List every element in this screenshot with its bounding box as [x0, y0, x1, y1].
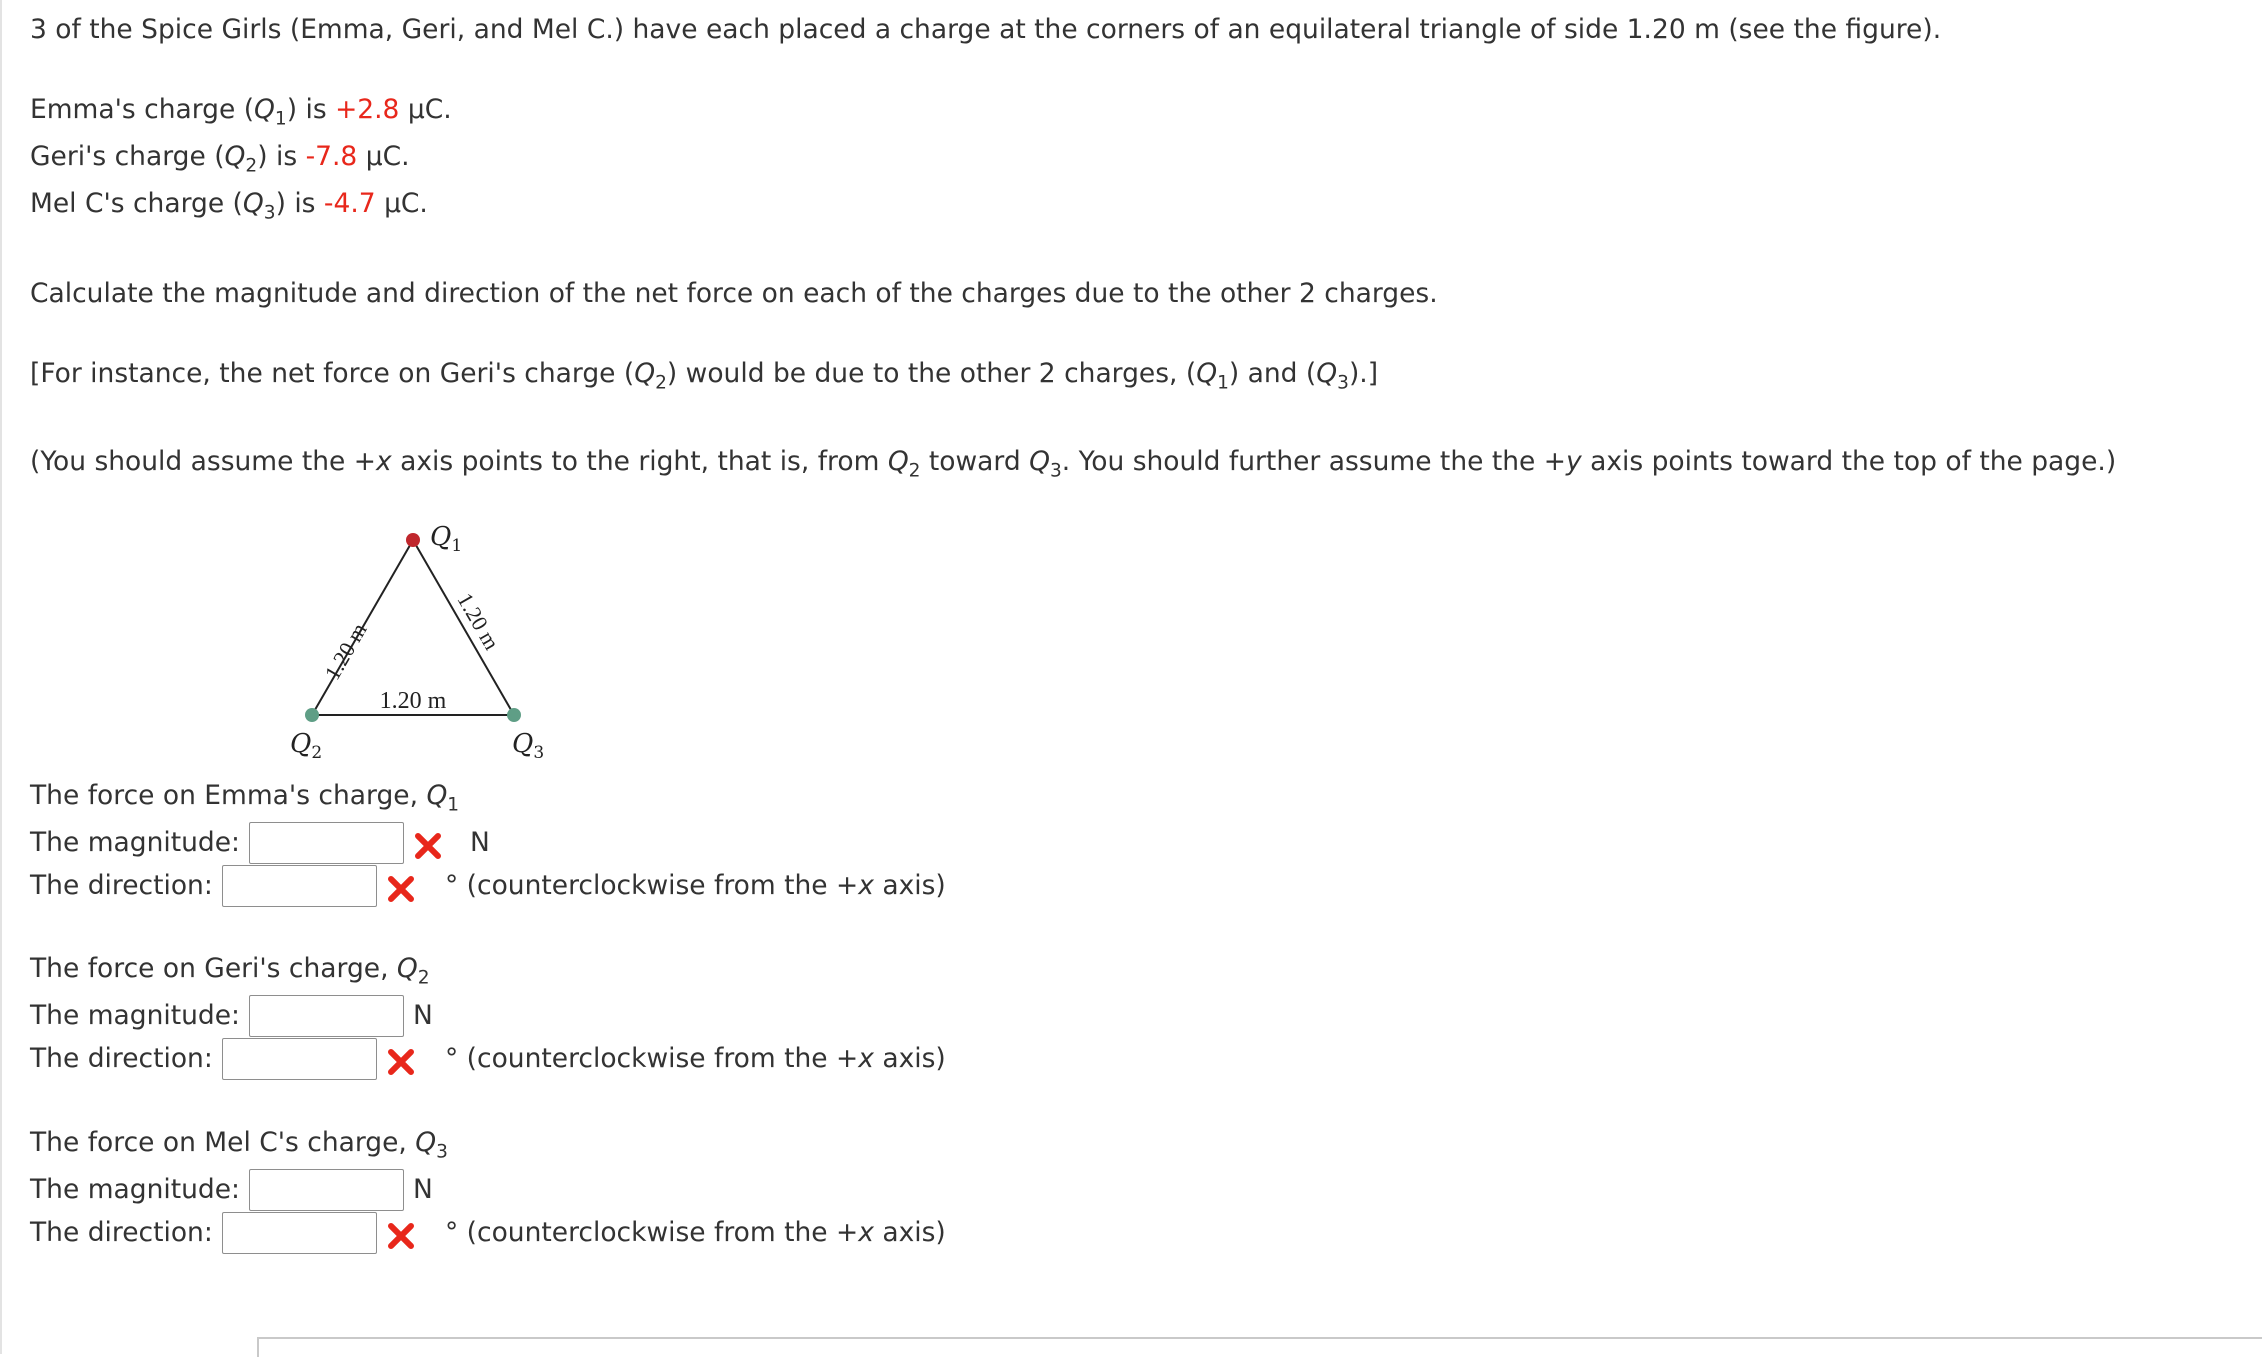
geri-direction-input[interactable] — [222, 1038, 377, 1080]
intro-text: 3 of the Spice Girls (Emma, Geri, and Mel C.) have each placed a charge at the corners of an equilateral triangle of side 1.20 m (see the figure). — [30, 14, 1942, 45]
charge-line-melc: Mel C's charge $(Q_3)$ is -4.7 μC. — [30, 188, 428, 224]
charge-q3-dot — [507, 708, 521, 722]
direction-unit: ° (counterclockwise from the +x axis) — [445, 1217, 946, 1248]
geri-magnitude-input[interactable] — [249, 995, 404, 1037]
charge-q1-dot — [406, 533, 420, 547]
bottom-panel-edge — [257, 1337, 2262, 1357]
magnitude-label: The magnitude: — [30, 1000, 240, 1031]
charge-value: -7.8 — [305, 141, 358, 172]
magnitude-label: The magnitude: — [30, 827, 240, 858]
emma-magnitude-input[interactable] — [249, 822, 404, 864]
magnitude-unit: N — [413, 1174, 433, 1205]
melc-magnitude-input[interactable] — [249, 1169, 404, 1211]
melc-direction-input[interactable] — [222, 1212, 377, 1254]
charge-value: +2.8 — [335, 94, 400, 125]
magnitude-unit: N — [470, 827, 490, 858]
x-mark-icon — [412, 830, 444, 862]
magnitude-label: The magnitude: — [30, 1174, 240, 1205]
x-mark-icon — [385, 1220, 417, 1252]
side-right-label: 1.20 m — [452, 588, 505, 654]
calculate-instruction: Calculate the magnitude and direction of the net force on each of the charges due to the other 2 charges. — [30, 278, 1438, 309]
x-mark-icon — [385, 1046, 417, 1078]
instance-note: [For instance, the net force on Geri's charge $(Q_2)$ would be due to the other 2 charges, $(Q_1)$ and $(Q_3)$.] — [30, 358, 1379, 394]
direction-label: The direction: — [30, 1217, 213, 1248]
q2-label: $Q_2$ — [290, 729, 323, 763]
emma-direction-input[interactable] — [222, 865, 377, 907]
charge-value: -4.7 — [323, 188, 376, 219]
direction-label: The direction: — [30, 1043, 213, 1074]
section-title-geri: The force on Geri's charge, $Q_2$ — [30, 953, 430, 989]
q1-label: $Q_1$ — [430, 522, 463, 556]
section-title-emma: The force on Emma's charge, $Q_1$ — [30, 780, 460, 816]
charge-q2-dot — [305, 708, 319, 722]
axes-note: (You should assume the +x axis points to the right, that is, from $Q_2$ toward $Q_3$. You should further assume the the +y axis points toward the top of the page.) — [30, 446, 2117, 482]
charge-line-emma: Emma's charge $(Q_1)$ is +2.8 μC. — [30, 94, 452, 130]
direction-label: The direction: — [30, 870, 213, 901]
x-mark-icon — [385, 873, 417, 905]
charge-line-geri: Geri's charge $(Q_2)$ is -7.8 μC. — [30, 141, 410, 177]
direction-unit: ° (counterclockwise from the +x axis) — [445, 870, 946, 901]
magnitude-unit: N — [413, 1000, 433, 1031]
side-left-label: 1.20 m — [319, 618, 372, 684]
direction-unit: ° (counterclockwise from the +x axis) — [445, 1043, 946, 1074]
q3-label: $Q_3$ — [512, 729, 545, 763]
triangle-figure — [270, 515, 570, 765]
section-title-melc: The force on Mel C's charge, $Q_3$ — [30, 1127, 448, 1163]
side-bottom-label: 1.20 m — [379, 688, 447, 714]
